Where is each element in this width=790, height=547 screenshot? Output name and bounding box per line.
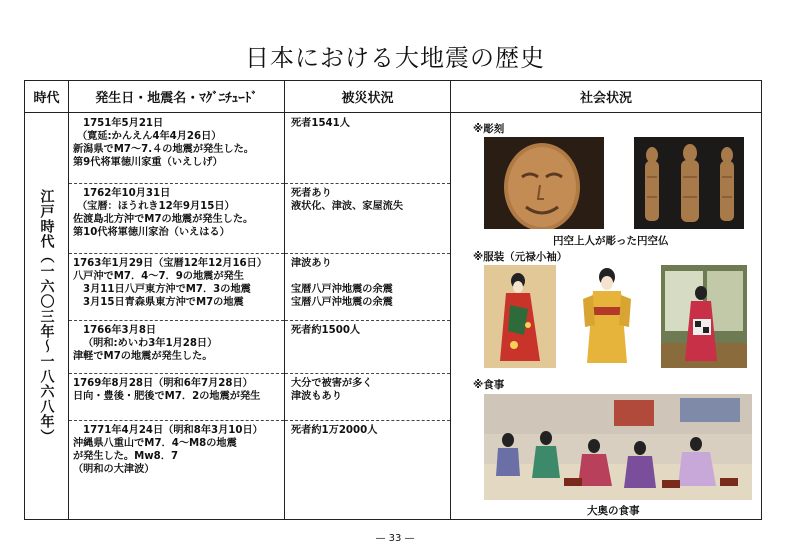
- event-line: （寛延:かんえん4年4月26日）: [77, 131, 222, 142]
- page-number: — 33 —: [375, 533, 415, 544]
- row-divider: [69, 253, 284, 254]
- kimono-painting-photo: [484, 265, 556, 368]
- damage-list: [285, 113, 450, 519]
- damage-entry: [291, 324, 448, 337]
- damage-line: 死者1541人: [291, 118, 350, 129]
- row-divider: [285, 320, 450, 321]
- kimono-model-yellow-photo: [571, 265, 643, 368]
- header-era: 時代: [25, 81, 69, 113]
- event-line: 3月11日八戸東方沖でM7．3の地震: [83, 284, 251, 295]
- row-divider: [285, 253, 450, 254]
- era-label: 江戸時代（一六〇三年〜一八六八年）: [38, 188, 55, 444]
- damage-entry: [291, 424, 448, 437]
- header-row: [25, 81, 762, 113]
- society-cell: [451, 113, 762, 520]
- header-event: 発生日・地震名・ﾏｸﾞﾆﾁｭｰﾄﾞ: [69, 81, 285, 113]
- damage-line: 死者あり: [291, 188, 332, 199]
- event-line: （明和の大津波）: [73, 464, 155, 475]
- damage-entry: [291, 187, 448, 213]
- era-cell: [25, 113, 69, 520]
- damage-line: 液状化、津波、家屋流失: [291, 201, 404, 212]
- damage-cell: [285, 113, 451, 520]
- event-line: 1769年8月28日（明和6年7月28日）: [73, 378, 253, 389]
- event-line: 八戸沖でM7．4〜7．9の地震が発生: [73, 271, 244, 282]
- row-divider: [69, 183, 284, 184]
- row-divider: [69, 420, 284, 421]
- event-line: 1762年10月31日: [83, 188, 171, 199]
- event-line: 1763年1月29日（宝暦12年12月16日）: [73, 258, 268, 269]
- event-entry: [73, 187, 282, 239]
- sculpture-caption: 円空上人が彫った円空仏: [553, 235, 669, 247]
- damage-line: 宝暦八戸沖地震の余震: [291, 297, 393, 308]
- event-entry: [73, 377, 282, 403]
- event-line: が発生した。Mw8．7: [73, 451, 179, 462]
- damage-entry: [291, 117, 448, 130]
- page-title: 日本における大地震の歴史: [245, 44, 545, 72]
- damage-line: 宝暦八戸沖地震の余震: [291, 284, 393, 295]
- clothing-label: ※服装（元禄小袖）: [473, 251, 568, 263]
- event-line: 1771年4月24日（明和8年3月10日）: [83, 425, 263, 436]
- row-divider: [285, 183, 450, 184]
- event-line: 第9代将軍徳川家重（いえしげ）: [73, 157, 223, 168]
- damage-line: 死者約1500人: [291, 325, 361, 336]
- event-line: 日向・豊後・肥後でM7．2の地震が発生: [73, 391, 261, 402]
- damage-line: [291, 270, 448, 283]
- header-damage: 被災状況: [285, 81, 451, 113]
- event-entry: [73, 117, 282, 169]
- event-line: （宝暦：ほうれき12年9月15日）: [77, 201, 235, 212]
- damage-line: 津波あり: [291, 258, 332, 269]
- event-list: [69, 113, 284, 519]
- event-line: 新潟県でM7〜7.４の地震が発生した。: [73, 144, 254, 155]
- ooku-meal-painting-photo: [484, 394, 752, 500]
- meal-label: ※食事: [473, 379, 505, 391]
- event-line: 津軽でM7の地震が発生した。: [73, 351, 213, 362]
- damage-line: 大分で被害が多く: [291, 378, 373, 389]
- row-divider: [285, 373, 450, 374]
- event-line: 1766年3月8日: [83, 325, 157, 336]
- body-row: [25, 113, 762, 520]
- event-entry: [73, 424, 282, 476]
- row-divider: [69, 373, 284, 374]
- header-society: 社会状況: [451, 81, 762, 113]
- damage-entry: [291, 257, 448, 309]
- event-line: （明和:めいわ3年1月28日）: [83, 338, 218, 349]
- row-divider: [69, 320, 284, 321]
- event-line: 1751年5月21日: [83, 118, 164, 129]
- event-line: 沖縄県八重山でM7．4〜M8の地震: [73, 438, 237, 449]
- society-panel: [451, 113, 761, 519]
- event-cell: [69, 113, 285, 520]
- event-line: 3月15日青森県東方沖でM7の地震: [83, 297, 244, 308]
- kimono-room-photo: [661, 265, 747, 368]
- earthquake-history-table: [24, 80, 762, 520]
- event-line: 第10代将軍徳川家治（いえはる）: [73, 227, 230, 238]
- event-line: 佐渡島北方沖でM7の地震が発生した。: [73, 214, 254, 225]
- row-divider: [285, 420, 450, 421]
- sculpture-face-photo: [484, 137, 604, 229]
- damage-entry: [291, 377, 448, 403]
- event-entry: [73, 257, 282, 309]
- meal-caption: 大奥の食事: [587, 505, 640, 517]
- sculpture-label: ※彫刻: [473, 123, 505, 135]
- damage-line: 死者約1万2000人: [291, 425, 378, 436]
- event-entry: [73, 324, 282, 363]
- sculpture-statues-photo: [634, 137, 744, 229]
- damage-line: 津波もあり: [291, 391, 342, 402]
